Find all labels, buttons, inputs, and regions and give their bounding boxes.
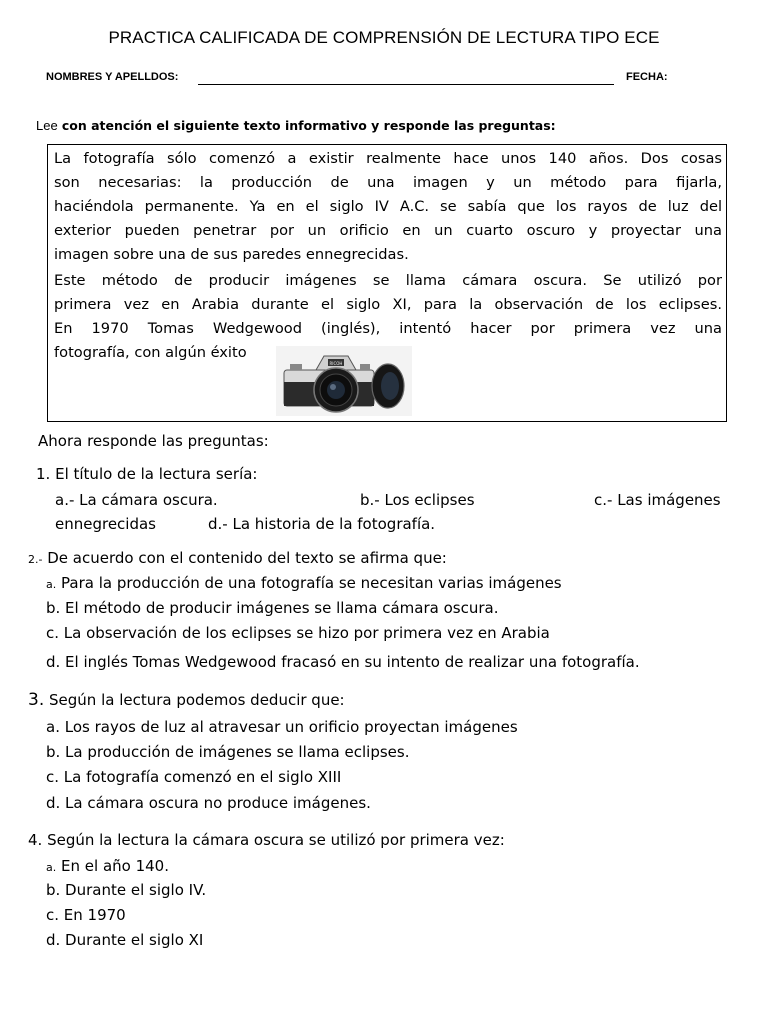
question-text: Según la lectura podemos deducir que: xyxy=(49,691,345,709)
question-4: 4. Según la lectura la cámara oscura se utilizó por primera vez: xyxy=(28,831,505,849)
option-letter: a. xyxy=(46,578,57,591)
reading-line: son necesarias: la producción de una imagen y un método para fijarla, xyxy=(54,174,722,191)
q4-option-d: d. Durante el siglo XI xyxy=(46,931,204,949)
option-letter: a. xyxy=(46,861,57,874)
q3-option-a: a. Los rayos de luz al atravesar un orificio proyectan imágenes xyxy=(46,718,518,736)
q4-option-a xyxy=(46,856,169,878)
question-text: El título de la lectura sería: xyxy=(55,465,258,483)
reading-line: La fotografía sólo comenzó a existir realmente hace unos 140 años. Dos cosas xyxy=(54,150,722,167)
instruction-text: con atención el siguiente texto informativo y responde las preguntas: xyxy=(61,118,556,133)
reading-line: fotografía, con algún éxito xyxy=(54,344,247,361)
option-text: En el año 140. xyxy=(61,857,169,875)
names-label: NOMBRES Y APELLDOS: xyxy=(46,71,179,83)
q2-option-c: c. La observación de los eclipses se hizo por primera vez en Arabia xyxy=(46,624,550,642)
option-text: Para la producción de una fotografía se necesitan varias imágenes xyxy=(61,574,562,592)
q3-option-d: d. La cámara oscura no produce imágenes. xyxy=(46,794,371,812)
question-3 xyxy=(28,690,345,710)
question-number: 1. xyxy=(36,465,51,483)
date-label: FECHA: xyxy=(626,71,668,83)
q2-option-d: d. El inglés Tomas Wedgewood fracasó en su intento de realizar una fotografía. xyxy=(46,653,640,671)
instruction xyxy=(36,118,556,134)
answer-prompt: Ahora responde las preguntas: xyxy=(38,432,269,450)
q4-option-b: b. Durante el siglo IV. xyxy=(46,881,207,899)
q3-option-b: b. La producción de imágenes se llama eclipses. xyxy=(46,743,410,761)
q2-option-b: b. El método de producir imágenes se llama cámara oscura. xyxy=(46,599,499,617)
q3-option-c: c. La fotografía comenzó en el siglo XIII xyxy=(46,768,342,786)
names-blank-line xyxy=(198,84,614,85)
question-number: 2.- xyxy=(28,553,43,566)
reading-line: imagen sobre una de sus paredes ennegrecidas. xyxy=(54,246,409,263)
question-number: 3. xyxy=(28,690,45,710)
q2-option-a xyxy=(46,573,562,595)
camera-brand: RICOH xyxy=(329,361,343,366)
q1-option-d: d.- La historia de la fotografía. xyxy=(208,515,436,533)
question-2 xyxy=(28,548,447,570)
instruction-lee: Lee xyxy=(36,118,58,133)
q1-option-c: c.- Las imágenes xyxy=(594,491,721,509)
q1-option-b: b.- Los eclipses xyxy=(360,491,475,509)
q1-option-a: a.- La cámara oscura. xyxy=(55,491,218,509)
reading-line: En 1970 Tomas Wedgewood (inglés), intentó hacer por primera vez una xyxy=(54,320,722,337)
reading-line: haciéndola permanente. Ya en el siglo IV A.C. se sabía que los rayos de luz del xyxy=(54,198,722,215)
reading-line: exterior pueden penetrar por un orificio en un cuarto oscuro y proyectar una xyxy=(54,222,722,239)
page-title: PRACTICA CALIFICADA DE COMPRENSIÓN DE LECTURA TIPO ECE xyxy=(108,28,660,47)
q4-option-c: c. En 1970 xyxy=(46,906,126,924)
question-1 xyxy=(36,464,257,484)
q1-option-c-cont: ennegrecidas xyxy=(55,515,157,533)
reading-line: Este método de producir imágenes se llama cámara oscura. Se utilizó por xyxy=(54,272,722,289)
question-text: De acuerdo con el contenido del texto se afirma que: xyxy=(47,549,447,567)
reading-line: primera vez en Arabia durante el siglo XI, para la observación de los eclipses. xyxy=(54,296,722,313)
camera-image xyxy=(276,346,412,416)
